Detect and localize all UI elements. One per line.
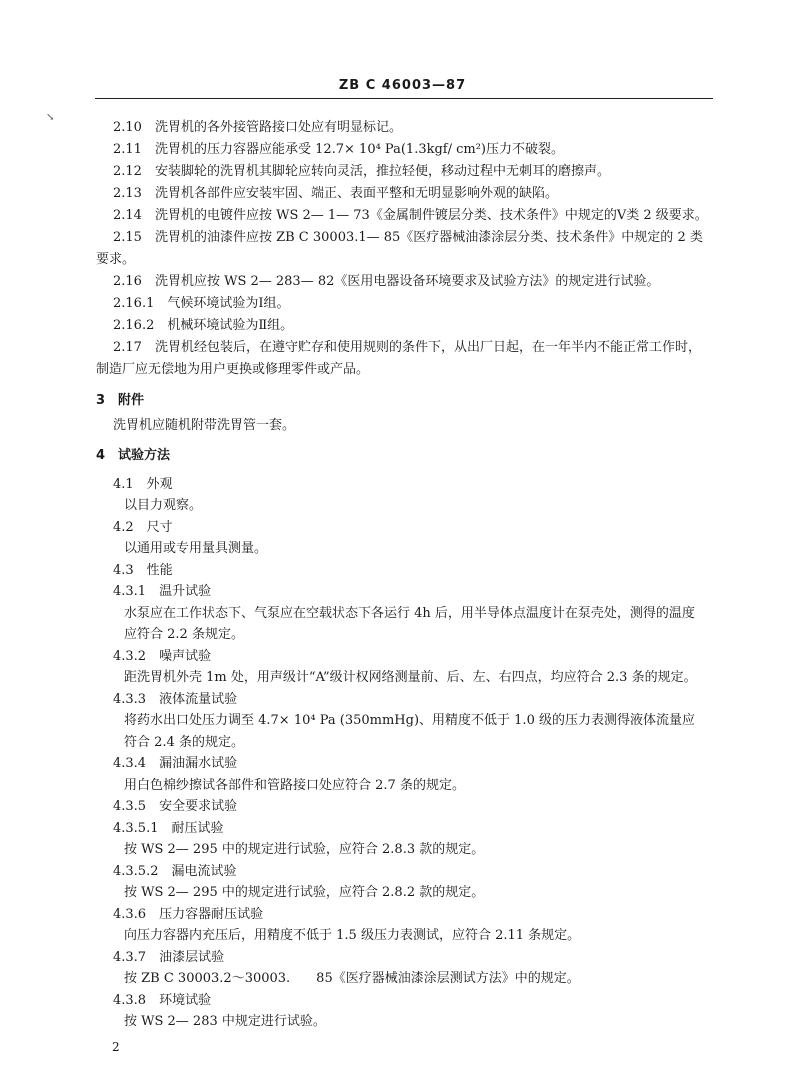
clause-4-3-4-text: 用白色棉纱擦试各部件和管路接口处应符合 2.7 条的规定。: [124, 778, 465, 793]
clause-4-3-3: 4.3.3 液体流量试验: [113, 692, 238, 707]
clause-4-2-text: 以通用或专用量具测量。: [124, 541, 268, 556]
clause-4-3-2: 4.3.2 噪声试验: [113, 649, 212, 664]
clause-2-12: 2.12 安装脚轮的洗胃机其脚轮应转向灵活，推拉轻便，移动过程中无刺耳的磨擦声。: [113, 164, 610, 179]
clause-4-3-8-text: 按 WS 2— 283 中规定进行试验。: [124, 1014, 326, 1029]
clause-4-3-3-text: 将药水出口处压力调至 4.7× 10⁴ Pa (350mmHg)、用精度不低于 1.0 级的压力表测得液体流量应: [124, 713, 695, 728]
section-3-heading: 3 附件: [96, 393, 145, 408]
clause-4-3: 4.3 性能: [113, 563, 173, 578]
clause-2-16: 2.16 洗胃机应按 WS 2— 283— 82《医用电器设备环境要求及试验方法》的规定进行试验。: [113, 274, 660, 289]
clause-4-3-4: 4.3.4 漏油漏水试验: [113, 756, 238, 771]
clause-4-3-1-text: 水泵应在工作状态下、气泵应在空载状态下各运行 4h 后，用半导体点温度计在泵壳处，测得的温度: [124, 606, 695, 621]
clause-2-15: 2.15 洗胃机的油漆件应按 ZB C 30003.1— 85《医疗器械油漆涂层分类、技术条件》中规定的 2 类: [113, 230, 703, 245]
section-4-heading: 4 试验方法: [96, 448, 171, 463]
header-rule: [95, 98, 713, 99]
clause-4-3-6: 4.3.6 压力容器耐压试验: [113, 907, 264, 922]
clause-4-3-7-text: 按 ZB C 30003.2～30003. 85《医疗器械油漆涂层测试方法》中的规定。: [124, 971, 580, 986]
section-3-text: 洗胃机应随机附带洗胃管一套。: [113, 418, 296, 433]
clause-2-17-cont: 制造厂应无偿地为用户更换或修理零件或产品。: [96, 362, 370, 377]
standard-code-header: ZB C 46003—87: [338, 78, 467, 93]
clause-4-3-5-1-text: 按 WS 2— 295 中的规定进行试验，应符合 2.8.3 款的规定。: [124, 842, 485, 857]
clause-4-3-1-text-cont: 应符合 2.2 条规定。: [124, 627, 244, 642]
clause-4-3-5-2-text: 按 WS 2— 295 中的规定进行试验，应符合 2.8.2 款的规定。: [124, 885, 485, 900]
page-number: 2: [112, 1040, 120, 1054]
clause-2-16-1: 2.16.1 气候环境试验为Ⅰ组。: [113, 296, 290, 311]
clause-4-3-7: 4.3.7 油漆层试验: [113, 950, 225, 965]
clause-4-3-5-2: 4.3.5.2 漏电流试验: [113, 864, 237, 879]
clause-4-1: 4.1 外观: [113, 477, 173, 492]
clause-2-10: 2.10 洗胃机的各外接管路接口处应有明显标记。: [113, 120, 402, 135]
clause-2-15-cont: 要求。: [96, 252, 136, 267]
clause-4-3-3-text-cont: 符合 2.4 条的规定。: [124, 735, 244, 750]
clause-4-3-5-1: 4.3.5.1 耐压试验: [113, 821, 224, 836]
clause-4-3-2-text: 距洗胃机外壳 1m 处，用声级计“A”级计权网络测量前、后、左、右四点，均应符合 2.3 条的规定。: [124, 670, 697, 685]
clause-4-1-text: 以目力观察。: [124, 498, 203, 513]
clause-2-11: 2.11 洗胃机的压力容器应能承受 12.7× 10⁴ Pa(1.3kgf/ cm²)压力不破裂。: [113, 142, 565, 157]
clause-4-3-6-text: 向压力容器内充压后，用精度不低于 1.5 级压力表测试，应符合 2.11 条规定。: [124, 928, 581, 943]
margin-mark: ↘: [46, 112, 55, 123]
clause-2-16-2: 2.16.2 机械环境试验为Ⅱ组。: [113, 318, 294, 333]
clause-2-13: 2.13 洗胃机各部件应安装牢固、端正、表面平整和无明显影响外观的缺陷。: [113, 186, 558, 201]
clause-4-3-8: 4.3.8 环境试验: [113, 993, 212, 1008]
clause-4-3-5: 4.3.5 安全要求试验: [113, 799, 238, 814]
clause-4-3-1: 4.3.1 温升试验: [113, 584, 212, 599]
clause-2-14: 2.14 洗胃机的电镀件应按 WS 2— 1— 73《金属制件镀层分类、技术条件》中规定的Ⅴ类 2 级要求。: [113, 208, 708, 223]
clause-4-2: 4.2 尺寸: [113, 520, 173, 535]
clause-2-17: 2.17 洗胃机经包装后，在遵守贮存和使用规则的条件下，从出厂日起，在一年半内不能正常工作时，: [113, 340, 701, 355]
